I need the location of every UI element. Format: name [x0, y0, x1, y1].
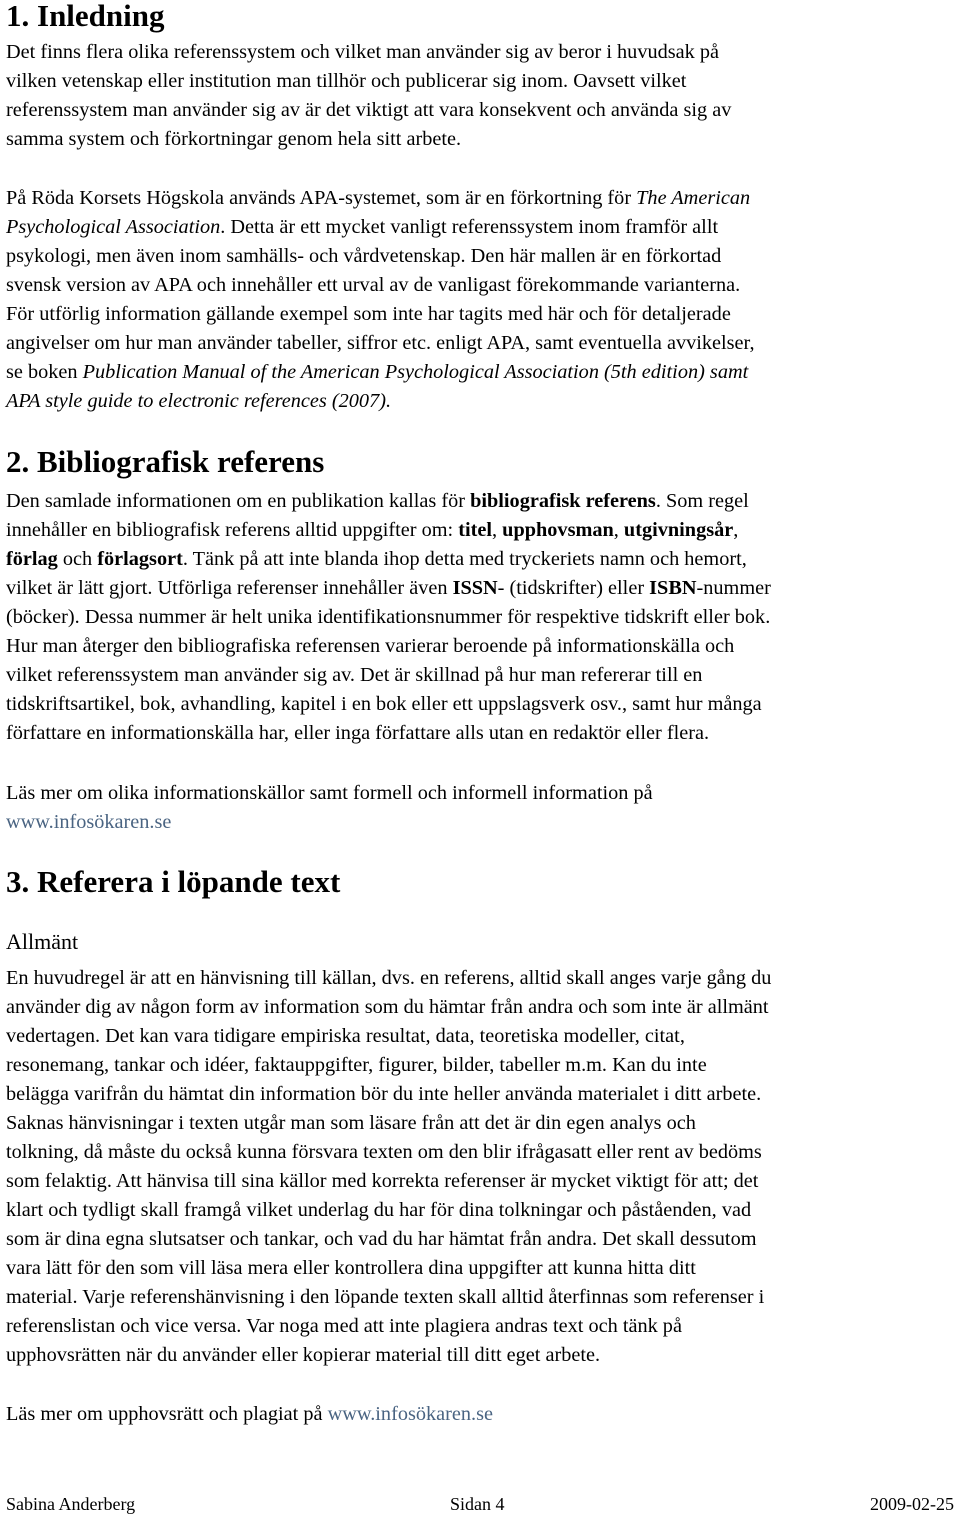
bold-term: ISSN [452, 577, 498, 599]
text: -nummer [696, 577, 771, 599]
text-line [6, 516, 954, 545]
text-line: belägga varifrån du hämtat din information bör du inte heller använda materialet i ditt arbete. [6, 1083, 762, 1105]
bold-term: ISBN [649, 577, 697, 599]
text-line [6, 387, 954, 416]
text-line: vedertagen. Det kan vara tidigare empiriska resultat, data, teoretiska modeller, citat, [6, 1025, 685, 1047]
section-3-read-more [6, 1400, 954, 1429]
text-line [6, 808, 954, 837]
text: Läs mer om upphovsrätt och plagiat på [6, 1403, 328, 1425]
text-line: referenslistan och vice versa. Var noga med att inte plagiera andras text och tänk på [6, 1315, 682, 1337]
section-1-paragraph-2 [6, 184, 954, 416]
text-line [6, 487, 954, 516]
section-3-paragraph [6, 964, 954, 1370]
text-line: vilket referenssystem man använder sig av. Det är skillnad på hur man refererar till en [6, 664, 703, 686]
text: . Som regel [655, 490, 749, 512]
text-line [6, 184, 954, 213]
text-line: resonemang, tankar och idéer, faktauppgifter, figurer, bilder, tabeller m.m. Kan du inte [6, 1054, 707, 1076]
section-3-subheading: Allmänt [6, 929, 79, 954]
text: , [492, 519, 503, 541]
text-line: tidskriftsartikel, bok, avhandling, kapitel i en bok eller ett uppslagsverk osv., samt hur många [6, 693, 762, 715]
bold-term: bibliografisk referens [470, 490, 656, 512]
section-2-heading: 2. Bibliografisk referens [6, 444, 325, 479]
footer-page-number: Sidan 4 [450, 1494, 505, 1514]
text: Den samlade informationen om en publikation kallas för [6, 490, 471, 512]
bold-term: utgivningsår [623, 519, 734, 541]
infosokaren-link[interactable]: www.infosökaren.se [6, 811, 172, 833]
text: och [57, 548, 98, 570]
footer-date: 2009-02-25 [870, 1494, 954, 1514]
text-line: klart och tydligt skall framgå vilket underlag du har för dina tolkningar och påståenden, vad [6, 1199, 752, 1221]
text: se boken [6, 361, 83, 383]
section-3-heading: 3. Referera i löpande text [6, 864, 341, 899]
text: . Tänk på att inte blanda ihop detta med tryckeriets namn och hemort, [182, 548, 747, 570]
text-line: En huvudregel är att en hänvisning till källan, dvs. en referens, alltid skall anges varje gång du [6, 967, 772, 989]
text: , [613, 519, 624, 541]
text-line: författare en informationskälla har, eller inga författare alls utan en redaktör eller flera. [6, 722, 710, 744]
text-line [6, 358, 954, 387]
text-line: använder dig av någon form av information som du hämtar från andra och som inte är allmänt [6, 996, 769, 1018]
text-line [6, 213, 954, 242]
italic-text: Psychological Association [6, 216, 221, 238]
text-line: samma system och förkortningar genom hela sitt arbete. [6, 128, 462, 150]
text-line: som felaktig. Att hänvisa till sina källor med korrekta referenser är mycket viktigt för att; det [6, 1170, 759, 1192]
text-line: referenssystem man använder sig av är det viktigt att vara konsekvent och använda sig av [6, 99, 732, 121]
section-2-paragraph [6, 487, 954, 748]
text: . Detta är ett mycket vanligt referenssystem inom framför allt [220, 216, 719, 238]
bold-term: titel [458, 519, 493, 541]
text: - (tidskrifter) eller [497, 577, 650, 599]
section-1-heading: 1. Inledning [6, 0, 165, 33]
text-line [6, 1400, 954, 1429]
bold-term: upphovsman [502, 519, 614, 541]
bold-term: förlag [6, 548, 58, 570]
text: På Röda Korsets Högskola används APA-systemet, som är en förkortning för [6, 187, 637, 209]
italic-text: APA style guide to electronic references (2007). [6, 390, 392, 412]
text-line: Läs mer om olika informationskällor samt formell och informell information på [6, 782, 653, 804]
text-line: Saknas hänvisningar i texten utgår man som läsare från att det är din egen analys och [6, 1112, 696, 1134]
text-line: upphovsrätten när du använder eller kopierar material till ditt eget arbete. [6, 1344, 601, 1366]
text-line: tolkning, då måste du också kunna försvara texten om den blir ifrågasatt eller rent av bedöms [6, 1141, 762, 1163]
text-line: som är dina egna slutsatser och tankar, och vad du har hämtat från andra. Det skall dessutom [6, 1228, 757, 1250]
bold-term: förlagsort [97, 548, 183, 570]
text-line: (böcker). Dessa nummer är helt unika identifikationsnummer för respektive tidskrift eller bok. [6, 606, 771, 628]
text: vilket är lätt gjort. Utförliga referenser innehåller även [6, 577, 453, 599]
text-line [6, 574, 954, 603]
text-line: vilken vetenskap eller institution man tillhör och publicerar sig inom. Oavsett vilket [6, 70, 687, 92]
italic-text: The American [636, 187, 751, 209]
text-line: material. Varje referenshänvisning i den löpande texten skall alltid återfinnas som referenser i [6, 1286, 765, 1308]
text-line: psykologi, men även inom samhälls- och vårdvetenskap. Den här mallen är en förkortad [6, 245, 722, 267]
text-line: För utförlig information gällande exempel som inte har tagits med här och för detaljerade [6, 303, 731, 325]
footer-author: Sabina Anderberg [6, 1494, 136, 1514]
infosokaren-link[interactable]: www.infosökaren.se [327, 1403, 494, 1425]
text: innehåller en bibliografisk referens alltid uppgifter om: [6, 519, 459, 541]
text-line: Det finns flera olika referenssystem och vilket man använder sig av beror i huvudsak på [6, 41, 719, 63]
text-line: svensk version av APA och innehåller ett urval av de vanligast förekommande varianterna. [6, 274, 741, 296]
text-line: Hur man återger den bibliografiska referensen varierar beroende på informationskälla och [6, 635, 735, 657]
italic-text: Publication Manual of the American Psychological Association (5th edition) samt [82, 361, 749, 383]
text-line [6, 545, 954, 574]
text: , [733, 519, 739, 541]
text-line: angivelser om hur man använder tabeller, siffror etc. enligt APA, samt eventuella avvikelser, [6, 332, 755, 354]
section-1-paragraph-1 [6, 38, 954, 154]
text-line: vara lätt för den som vill läsa mera eller kontrollera dina uppgifter att kunna hitta ditt [6, 1257, 696, 1279]
section-2-read-more [6, 779, 954, 837]
